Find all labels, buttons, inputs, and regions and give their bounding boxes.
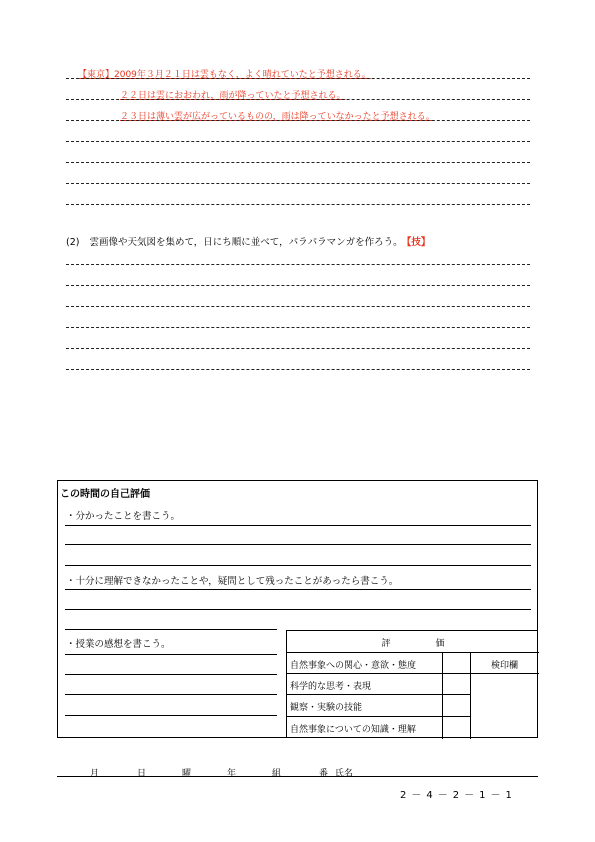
ruled-line [66, 327, 530, 328]
ruled-line [66, 348, 530, 349]
evaluation-table [286, 630, 538, 738]
ruled-line [66, 78, 530, 79]
year-label: 年 [227, 769, 237, 779]
ruled-line [66, 183, 530, 184]
rating-cell-knowledge[interactable] [443, 717, 469, 738]
ruled-line [66, 141, 530, 142]
forecast-line-1: 【東京】2009年３月２１日は雲もなく，よく晴れていたと予想される。 [78, 70, 371, 80]
page-code: 2－4－2－1－1 [400, 790, 517, 801]
evaluation-header: 評 価 [381, 639, 445, 649]
answer-line[interactable] [65, 525, 531, 526]
ruled-line [66, 369, 530, 370]
number-label: 番 [319, 769, 329, 779]
criterion-knowledge: 自然事象についての知識・理解 [290, 725, 416, 735]
answer-line[interactable] [65, 589, 531, 590]
answer-line[interactable] [65, 715, 277, 716]
name-label: 氏名 [335, 769, 354, 779]
ruled-line [66, 120, 530, 121]
question-2 [66, 234, 430, 248]
question-text: 雲画像や天気図を集めて，日にち順に並べて，パラパラマンガを作ろう。 [89, 237, 403, 248]
ruled-line [66, 264, 530, 265]
ruled-line [66, 306, 530, 307]
criterion-thinking: 科学的な思考・表現 [290, 682, 372, 692]
answer-line[interactable] [65, 544, 531, 545]
ruled-line [66, 162, 530, 163]
forecast-line-2: ２２日は雲におおわれ，雨が降っていたと予想される。 [120, 91, 346, 101]
month-label: 月 [90, 769, 100, 779]
rating-cell-skills[interactable] [443, 695, 469, 716]
ruled-line [66, 285, 530, 286]
forecast-line-3: ２３日は薄い雲が広がっているものの，雨は降っていなかったと予想される。 [120, 112, 435, 122]
answer-line[interactable] [65, 565, 531, 566]
answer-line[interactable] [65, 654, 277, 655]
prompt-impressions: ・授業の感想を書こう。 [66, 639, 171, 650]
question-number: (2) [66, 237, 80, 248]
criterion-skills: 観察・実験の技能 [290, 703, 363, 713]
answer-line[interactable] [65, 674, 277, 675]
rating-cell-thinking[interactable] [443, 674, 469, 694]
answer-line[interactable] [65, 629, 277, 630]
weekday-label: 曜 [182, 769, 192, 779]
ruled-line [66, 99, 530, 100]
answer-line[interactable] [65, 609, 531, 610]
ruled-line [66, 204, 530, 205]
class-label: 組 [272, 769, 282, 779]
self-evaluation-box [57, 480, 538, 738]
prompt-questions: ・十分に理解できなかったことや，疑問として残ったことがあったら書こう。 [66, 576, 399, 587]
footer-rule [57, 776, 538, 777]
stamp-area[interactable] [471, 674, 538, 738]
answer-line[interactable] [65, 694, 277, 695]
rating-cell-interest[interactable] [443, 653, 469, 673]
table-rule [287, 652, 539, 653]
prompt-understood: ・分かったことを書こう。 [66, 511, 181, 522]
self-evaluation-title: この時間の自己評価 [60, 489, 150, 500]
stamp-label: 検印欄 [490, 661, 518, 671]
skill-tag: 【技】 [406, 237, 431, 248]
day-label: 日 [137, 769, 147, 779]
criterion-interest: 自然事象への関心・意欲・態度 [290, 661, 417, 671]
